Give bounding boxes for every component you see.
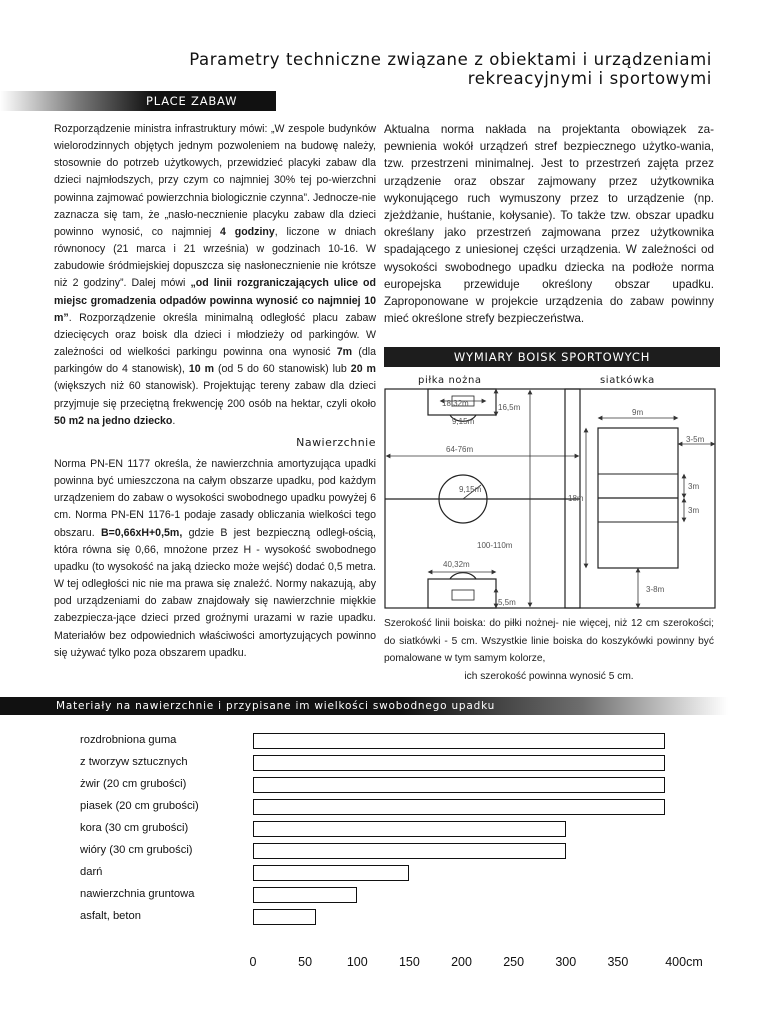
dim-text-5: 5,5m xyxy=(498,598,516,607)
penalty-area-bottom xyxy=(428,579,496,608)
bar xyxy=(253,821,566,837)
x-tick-label: 100 xyxy=(346,955,368,969)
field-diagrams xyxy=(380,386,720,614)
x-tick-label: 300 xyxy=(555,955,577,969)
dim-text-16: 16,5m xyxy=(498,403,521,412)
goal-area-bottom xyxy=(452,590,474,600)
bar-label: żwir (20 cm grubości) xyxy=(80,778,187,790)
x-tick-label: 0 xyxy=(249,955,257,969)
penalty-arc-bottom xyxy=(450,573,476,579)
x-tick-label: 200 xyxy=(451,955,472,969)
right-column xyxy=(384,121,714,327)
caption-last: ich szerokość powinna wynosić 5 cm. xyxy=(464,670,634,682)
dim-text-vb-width: 9m xyxy=(632,408,644,417)
paragraph-norm: Norma PN-EN 1177 określa, że nawierzchnia amortyzująca upadki powinna być umieszczona na całym obszarze upadku, pod każdym urządzeniem do zabaw o wysokości swobodnego upadku powyżej 6 cm. Norma PN-EN 1176-1 podaje zasady obliczania wielkości tego obszaru. B=0,66xH+0,5m, gdzie B jest bezpieczną odległ-ością, która równa się 0,66, mnożone przez H - wysokość swobodnego upadku (to wysokość na jaką dziecko może wejść) dodać 0,5 metra. W tej odległości nic nie ma prawa się znaleźć. Normy nakazują, aby pod urządzeniami do zabaw znajdowały się nawierzchnie miękkie zabezpiecza-jące dzieci przed groźnymi urazami w razie upadku. Materiałów bez odpowiednich właściwości amortyzujących powinno się używać tylko poza obszarem upadku. xyxy=(54,457,377,659)
dim-text-circle: 9,15m xyxy=(459,485,482,494)
x-tick-label: 350 xyxy=(607,955,629,969)
bar xyxy=(253,755,665,771)
bar xyxy=(253,865,409,881)
title-line-2: rekreacyjnymi i sportowymi xyxy=(467,69,712,88)
dim-text-width: 64-76m xyxy=(446,445,474,454)
x-tick-label: 150 xyxy=(398,955,420,969)
lines-caption xyxy=(384,615,714,685)
dim-text-length: 100-110m xyxy=(477,541,513,550)
dim-text-9-top: 9,15m xyxy=(452,417,475,426)
section-header-place-zabaw: PLACE ZABAW xyxy=(0,91,276,111)
title-line-1: Parametry techniczne związane z obiektami i urządzeniami xyxy=(189,50,712,69)
x-tick-label: 400cm xyxy=(665,955,703,969)
bar xyxy=(253,843,566,859)
caption-text: Szerokość linii boiska: do piłki nożnej- nie więcej, niż 12 cm szerokości; do siatkówki - 5 cm. Wszystkie linie boiska do koszykówki powinny być pomalowane w tym samym kolorze, xyxy=(384,618,714,664)
bar-label: z tworzyw sztucznych xyxy=(80,756,188,768)
paragraph-regulation: Rozporządzenie ministra infrastruktury mówi: „W zespole budynków wielorodzinnych objętych jednym pozwoleniem na budowę należy, stosownie do potrzeb użytkowych, przewidzieć placyki zabaw dla dzieci najmłodszych, przy czym co najmniej 30% tej po-wierzchni powinna zajmować powierzchnia biologicznie czynna”. Jednocze-nie zaznacza się tam, że „nasło-necznienie placyku zabaw dla dzieci powinno wynosić, co najmniej 4 godziny, liczone w dniach równonocy (21 marca i 21 września) w godzinach 10-16. W zabudowie śródmiejskiej dopuszcza się nasłonecznienie nie krótsze niż 2 godziny”. Dalej mówi „od linii rozgraniczających ulice od miejsc gromadzenia odpadów powinna wynosić co najmniej 10 m”. Rozporządzenie określa minimalną odległość placu zabaw dziecięcych oraz boisk dla dzieci i młodzieży od parkingów. W zależności od wielkości parkingu powinna ona wynosić 7m (dla parkingów do 4 stanowisk), 10 m (od 5 do 60 stanowisk) lub 20 m (większych niż 60 stanowisk). Projektując tereny zabaw dla dzieci przyjmuje się przeciętną frekwencję 200 osób na hektar, czyli około 50 m2 na jedno dziecko. xyxy=(54,123,377,427)
volleyball-label: siatkówka xyxy=(600,375,655,386)
dim-text-vb-length: 18m xyxy=(568,494,584,503)
bar-label: piasek (20 cm grubości) xyxy=(80,800,199,812)
dim-text-vb-side: 3-5m xyxy=(686,435,705,444)
bar-label: kora (30 cm grubości) xyxy=(80,822,189,834)
x-tick-label: 50 xyxy=(298,955,313,969)
bar xyxy=(253,909,316,925)
section-header-materials: Materiały na nawierzchnie i przypisane im wielkości swobodnego upadku xyxy=(0,697,728,715)
football-label: piłka nożna xyxy=(418,375,482,386)
section-header-wymiary: WYMIARY BOISK SPORTOWYCH xyxy=(384,347,720,367)
dim-text-40: 40,32m xyxy=(443,560,470,569)
bar-label: darń xyxy=(80,866,103,878)
bar xyxy=(253,799,665,815)
bar-label: nawierzchnia gruntowa xyxy=(80,888,195,900)
bar xyxy=(253,777,665,793)
bar-label: asfalt, beton xyxy=(80,910,141,922)
dim-text-vb-zone1: 3m xyxy=(688,482,700,491)
subheading-nawierzchnie: Nawierzchnie xyxy=(296,435,376,449)
left-column xyxy=(54,121,376,662)
bar xyxy=(253,887,357,903)
football-pitch xyxy=(385,389,580,608)
bar xyxy=(253,733,665,749)
bar-label: rozdrobniona guma xyxy=(80,734,177,746)
x-tick-label: 250 xyxy=(503,955,525,969)
paragraph-safety-zones: Aktualna norma nakłada na projektanta obowiązek za-pewnienia wokół urządzeń stref bezpiecznego użytko-wania, tzw. przestrzeni minimalnej. Jest to przestrzeń zajęta przez urządzenie oraz obszar zajmowany przez użytkownika wykonującego ruch wymuszony przez to urządzenie (np. zjeżdżanie, huśtanie, kołysanie). To także tzw. obszar upadku określany jako przestrzeń zajmowana przez użytkownika spadającego z uniesionej części urządzenia. W zależności od wysokości swobodnego upadku dziecka na podłoże norma europejska przewiduje określony obszar upadku. Zaproponowane w projekcie urządzenia do zabaw powinny mieć określone strefy bezpieczeństwa. xyxy=(384,123,714,326)
dim-text-vb-zone2: 3m xyxy=(688,506,700,515)
dim-text-18: 18,32m xyxy=(442,399,469,408)
page-title xyxy=(32,50,712,88)
dim-text-vb-end: 3-8m xyxy=(646,585,665,594)
bar-label: wióry (30 cm grubości) xyxy=(80,844,193,856)
